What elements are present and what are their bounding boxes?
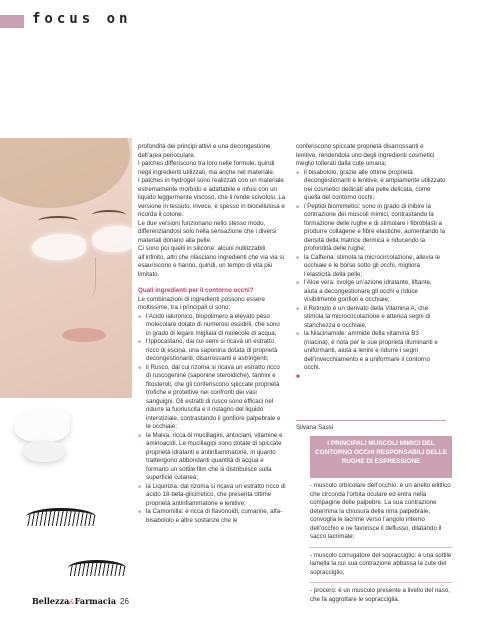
muscle-item: - muscolo corrugatore del sopracciglio: è una sottile lamella la cui sua contrazione abbassa la cute del sopracciglio; (310, 552, 452, 584)
sidebar-box-body (310, 482, 452, 613)
article-column-right (296, 143, 446, 381)
list-item: ■ la Liquirizia: dal rizoma si ricava un estratto ricco di acido 18-beta-glicirretico, che presenta ottime proprietà antinfiammatorie e lenitive; (138, 483, 286, 509)
ingredient-list (138, 313, 286, 526)
paragraph: Le combinazioni di ingredienti possono essere moltissime, tra i principali ci sono: (138, 295, 265, 311)
brand-ampersand: & (69, 599, 75, 606)
left-eye-patch-shape (32, 234, 86, 260)
ingredient-list-continued (296, 169, 446, 373)
muscle-item: - muscolo orbicolare dell’occhio: è un anello ellittico che circonda l’orbita oculare ed entra nella compagine delle palpebre. La sua contrazione determina la chiusura della rima palpebrale, convoglia le lacrime verso l’angolo interno dell’occhio e ne favorisce il deflusso, dilatando il sacco lacrimale; (310, 482, 452, 548)
false-lash-image (26, 508, 96, 526)
list-item: ■ il Rusco, dal cui rizoma si ricava un estratto ricco di ruscogenine (saponine steroidiche), tannini e fitosteroli, che gli conferiscono spiccate proprietà trofiche e protettive nei confronti dei vasi sanguigni. Gli estratti di rusco sono efficaci nel ridurre la fuoriuscita e il ristagno del liquido interstiziale, contrastando il gonfiore palpebrale e le occhiaie; (138, 364, 286, 432)
list-item: ■ l’Aloe vera: svolge un’azione idratante, liftante, aiuta a decongestionare gli occhi e riduce visibilmente gonfiori e occhiaie; (296, 279, 446, 305)
section-header: focus on (32, 11, 132, 27)
false-lash-image-2 (68, 560, 126, 576)
hair-shape (0, 138, 130, 208)
paragraph: conferiscono spiccate proprietà disarrossanti e lenitive, rendendola uno degli ingredienti cosmetici meglio tollerati dalla cute umana; (296, 143, 435, 167)
eye-patch-product-image (14, 408, 70, 442)
left-eye-shape (38, 216, 78, 226)
author-divider (296, 420, 446, 421)
list-item: ■ la Camomilla: è ricca di flavonoidi, cumarine, alfa-bisabololo e altre sostanze che le (138, 508, 286, 525)
right-eye-patch-shape (92, 226, 132, 252)
list-item: ■ il Retinolo è un derivato della Vitamina A, che stimola la microcircolazione e attenua segni di stanchezza e occhiaie; (296, 305, 446, 331)
paragraph: profondità dei principi attivi e una decongestione dell’area perioculare. (138, 143, 271, 159)
list-item: ■ la Niacinamide: ammide della vitamina B3 (niacina), è nota per le sue proprietà illuminanti e uniformanti, aiuta a lenire e ridurre i segni dell’invecchiamento e a uniformare il contorno occhi. (296, 330, 446, 373)
sidebar-box-title: I PRINCIPALI MUSCOLI MIMICI DEL CONTORNO OCCHI RESPONSABILI DELLE RUGHE DI ESPRESSIONE (310, 436, 452, 478)
list-item: ■ i Peptidi biomimetici: sono in grado di inibire la contrazione dei muscoli mimici, contrastando la formazione delle rughe e di stimolare i fibroblasti a produrre collagene e fibre elastiche, aumentando la densità della matrice dermica e riducendo la profondità delle rughe; (296, 203, 446, 254)
muscle-item: - procero: è un muscolo presente a livello del naso, che fa aggrottare le sopracciglia. (310, 587, 450, 603)
list-item: ■ l’Ippocastano, dai cui semi si ricava un estratto ricco di escina, una saponina dotata di proprietà decongestionanti, disarrossanti e astringenti; (138, 338, 286, 364)
nose-shape (80, 258, 96, 298)
list-item: ■ il bisabololo, grazie alle ottime proprietà decongestionanti e lenitive, è ampiamente utilizzato nei cosmetici dedicati alla pelle delicata, come quella del contorno occhi; (296, 169, 446, 203)
brand-name-part-2: Farmacia (74, 596, 117, 606)
page-number: 26 (120, 597, 129, 606)
eye-patch-product-image-2 (22, 440, 66, 462)
lips-shape (62, 328, 106, 342)
face-eye-patch-photo (0, 138, 132, 398)
paragraph: Le due versioni funzionano nello stesso modo, differenziandosi solo nella sensazione che i diversi materiali donano alla pelle. (138, 219, 277, 244)
list-item: ■ la Caffeina: stimola la microcircolazione, allevia le occhiaie e le borse sotto gli occhi, migliora l’elasticità della pelle; (296, 254, 446, 280)
right-eye-shape (92, 210, 126, 220)
list-item: ■ l’Acido ialuronico, biopolimero a elevato peso molecolare dotato di numerosi ossidrili, che sono in grado di legare migliaia di molecole di acqua; (138, 313, 286, 339)
section-title: Quali ingredienti per il contorno occhi? (138, 287, 254, 294)
article-column-middle (138, 143, 286, 525)
paragraph: I patches differiscono tra loro nelle formule, quindi negli ingredienti utilizzati, ma anche nel materiale. (138, 160, 275, 176)
footer (32, 596, 129, 606)
author-name: Silvana Sassi (296, 424, 334, 431)
header-accent-bar (0, 15, 24, 28)
paragraph: Ci sono poi quelli in silicone: alcuni riutilizzabili all’infinito, altri che rilasciano ingredienti che via via si esauriscono e hanno, quindi, un tempo di vita più limitato. (138, 245, 284, 278)
brand-name-part-1: Bellezza (32, 596, 70, 606)
end-of-article-square-icon: ■ (296, 373, 300, 380)
paragraph: I patches in hydrogel sono realizzati con un materiale estremamente morbido e adattabile e infusi con un liquido leggermente viscoso, che li rende scivolosi. La versione in tessuto, invece, è spesso in biocellulosa e ricorda il cotone. (138, 177, 286, 218)
list-item: ■ la Malva, ricca di mucillagini, antociani, vitamine e aminoacidi. Le mucillagini sono dotate di spiccate proprietà idratanti e antinfiammatorie, in quanto trattengono abbondanti quantità di acqua e formano un sottile film che si distribuisce sulla superficie cutanea; (138, 432, 286, 483)
